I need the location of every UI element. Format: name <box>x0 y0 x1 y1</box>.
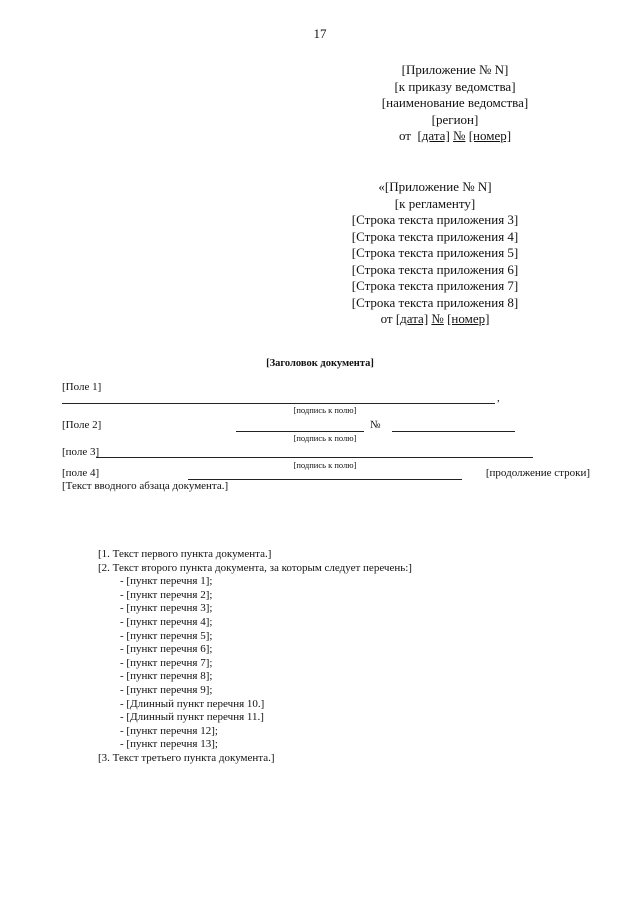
intro-first-line-tail: [продолжение строки] <box>485 467 590 479</box>
appendix-1-line: [наименование ведомства] <box>381 95 529 110</box>
doc-number-blank[interactable] <box>392 431 515 432</box>
consent-body <box>62 548 590 766</box>
appendix-1-header <box>340 62 570 145</box>
appendix-4-line: [Строка текста приложения 8] <box>351 294 519 310</box>
paragraph-3: [3. Текст третьего пункта документа.] <box>98 751 275 764</box>
list-item: - [пункт перечня 2]; <box>120 588 213 601</box>
appendix-4-title: «[Приложение № N] <box>378 179 492 194</box>
issued-label: [поле 3] <box>62 446 100 458</box>
paragraph-2: [2. Текст второго пункта документа, за которым следует перечень:] <box>98 561 412 574</box>
residing-label: [поле 4] <box>62 467 100 479</box>
appendix-1-title: [Приложение № N] <box>401 62 509 77</box>
date-prefix: от <box>380 311 393 326</box>
intro-continuation: [Текст вводного абзаца документа.] <box>62 480 229 492</box>
appendix-1-line: [регион] <box>431 111 479 127</box>
doc-type-caption: [подпись к полю] <box>293 433 357 443</box>
document-label: [Поле 2] <box>62 419 102 431</box>
comma: , <box>497 392 500 404</box>
appendix-4-line: [Строка текста приложения 4] <box>351 228 519 244</box>
appendix-4-header <box>285 179 585 328</box>
paragraph-1: [1. Текст первого пункта документа.] <box>98 548 272 560</box>
appendix-4-date: [дата] <box>395 311 429 326</box>
appendix-1-date-line <box>340 128 570 145</box>
list-item: - [пункт перечня 12]; <box>120 724 218 737</box>
list-item: - [пункт перечня 8]; <box>120 670 213 683</box>
appendix-4-number: [номер] <box>447 311 490 326</box>
number-sign: № <box>431 311 444 326</box>
list-item: - [пункт перечня 6]; <box>120 643 213 656</box>
appendix-4-line: [Строка текста приложения 5] <box>351 245 519 260</box>
list-item: - [Длинный пункт перечня 11.] <box>120 711 264 724</box>
list-item: - [пункт перечня 9]; <box>120 683 213 696</box>
appendix-1-date: [дата] <box>417 128 450 143</box>
list-item: - [пункт перечня 4]; <box>120 615 213 628</box>
list-item: - [пункт перечня 3]; <box>120 602 213 615</box>
list-item: - [пункт перечня 7]; <box>120 656 213 669</box>
number-sign: № <box>453 128 466 143</box>
appendix-4-line: [Строка текста приложения 7] <box>351 278 519 293</box>
page-number: 17 <box>313 26 327 41</box>
subject-label: [Поле 1] <box>62 381 102 393</box>
issued-blank[interactable] <box>96 457 533 458</box>
doc-type-blank[interactable] <box>236 431 364 432</box>
list-item: - [пункт перечня 13]; <box>120 738 218 751</box>
list-item: - [пункт перечня 1]; <box>120 575 213 588</box>
list-item: - [Длинный пункт перечня 10.] <box>120 697 265 710</box>
document-title: [Заголовок документа] <box>266 358 374 369</box>
appendix-4-line: [Строка текста приложения 3] <box>351 212 519 227</box>
appendix-1-line: [к приказу ведомства] <box>394 78 516 94</box>
fio-blank[interactable] <box>62 403 495 404</box>
fio-caption: [подпись к полю] <box>293 405 357 415</box>
appendix-4-date-line <box>285 311 585 328</box>
number-sign: № <box>370 419 381 431</box>
date-prefix: от <box>398 128 411 143</box>
appendix-1-number: [номер] <box>468 128 512 143</box>
appendix-4-line: [к регламенту] <box>394 195 476 211</box>
list-item: - [пункт перечня 5]; <box>120 629 213 642</box>
issued-caption: [подпись к полю] <box>293 460 357 470</box>
appendix-4-line: [Строка текста приложения 6] <box>351 261 519 277</box>
